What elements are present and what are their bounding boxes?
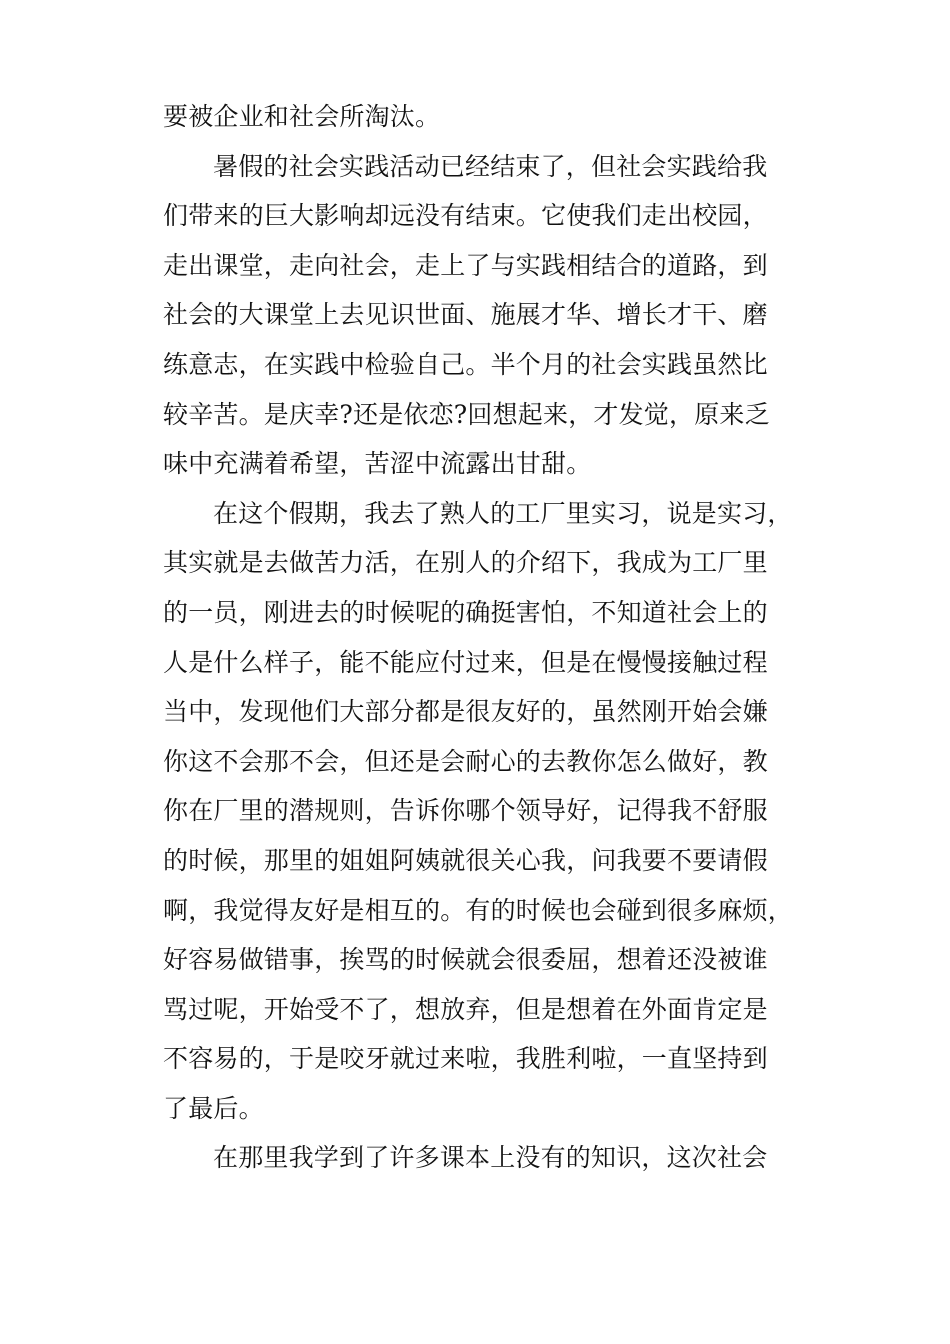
paragraph-first-line: 暑假的社会实践活动已经结束了，但社会实践给我: [213, 151, 768, 181]
text-line: 啊，我觉得友好是相互的。有的时候也会碰到很多麻烦，: [163, 895, 794, 925]
text-line: 好容易做错事，挨骂的时候就会很委屈，想着还没被谁: [163, 945, 768, 975]
paragraph-first-line: 在这个假期，我去了熟人的工厂里实习，说是实习，: [213, 498, 793, 528]
text-line: 其实就是去做苦力活，在别人的介绍下，我成为工厂里: [163, 548, 768, 578]
text-line: 不容易的，于是咬牙就过来啦，我胜利啦，一直坚持到: [163, 1044, 768, 1074]
text-line: 社会的大课堂上去见识世面、施展才华、增长才干、磨: [163, 300, 768, 330]
body-text: [163, 92, 793, 1183]
text-line: 你这不会那不会，但还是会耐心的去教你怎么做好，教: [163, 746, 768, 776]
text-line: 走出课堂，走向社会，走上了与实践相结合的道路，到: [163, 250, 768, 280]
text-line: 人是什么样子，能不能应付过来，但是在慢慢接触过程: [163, 647, 768, 677]
text-line: 的一员，刚进去的时候呢的确挺害怕，不知道社会上的: [163, 597, 768, 627]
text-line: 当中，发现他们大部分都是很友好的，虽然刚开始会嫌: [163, 697, 768, 727]
text-line: 你在厂里的潜规则，告诉你哪个领导好，记得我不舒服: [163, 796, 768, 826]
text-line: 的时候，那里的姐姐阿姨就很关心我，问我要不要请假: [163, 845, 768, 875]
text-line: 味中充满着希望，苦涩中流露出甘甜。: [163, 449, 592, 479]
text-line: 骂过呢，开始受不了，想放弃，但是想着在外面肯定是: [163, 994, 768, 1024]
paragraph-first-line: 在那里我学到了许多课本上没有的知识，这次社会: [213, 1143, 768, 1173]
text-line: 们带来的巨大影响却远没有结束。它使我们走出校园，: [163, 201, 768, 231]
text-line: 练意志，在实践中检验自己。半个月的社会实践虽然比: [163, 349, 768, 379]
text-line: 要被企业和社会所淘汰。: [163, 102, 441, 131]
text-line: 较辛苦。是庆幸?还是依恋?回想起来，才发觉，原来乏: [163, 399, 770, 429]
text-line: 了最后。: [163, 1093, 264, 1123]
